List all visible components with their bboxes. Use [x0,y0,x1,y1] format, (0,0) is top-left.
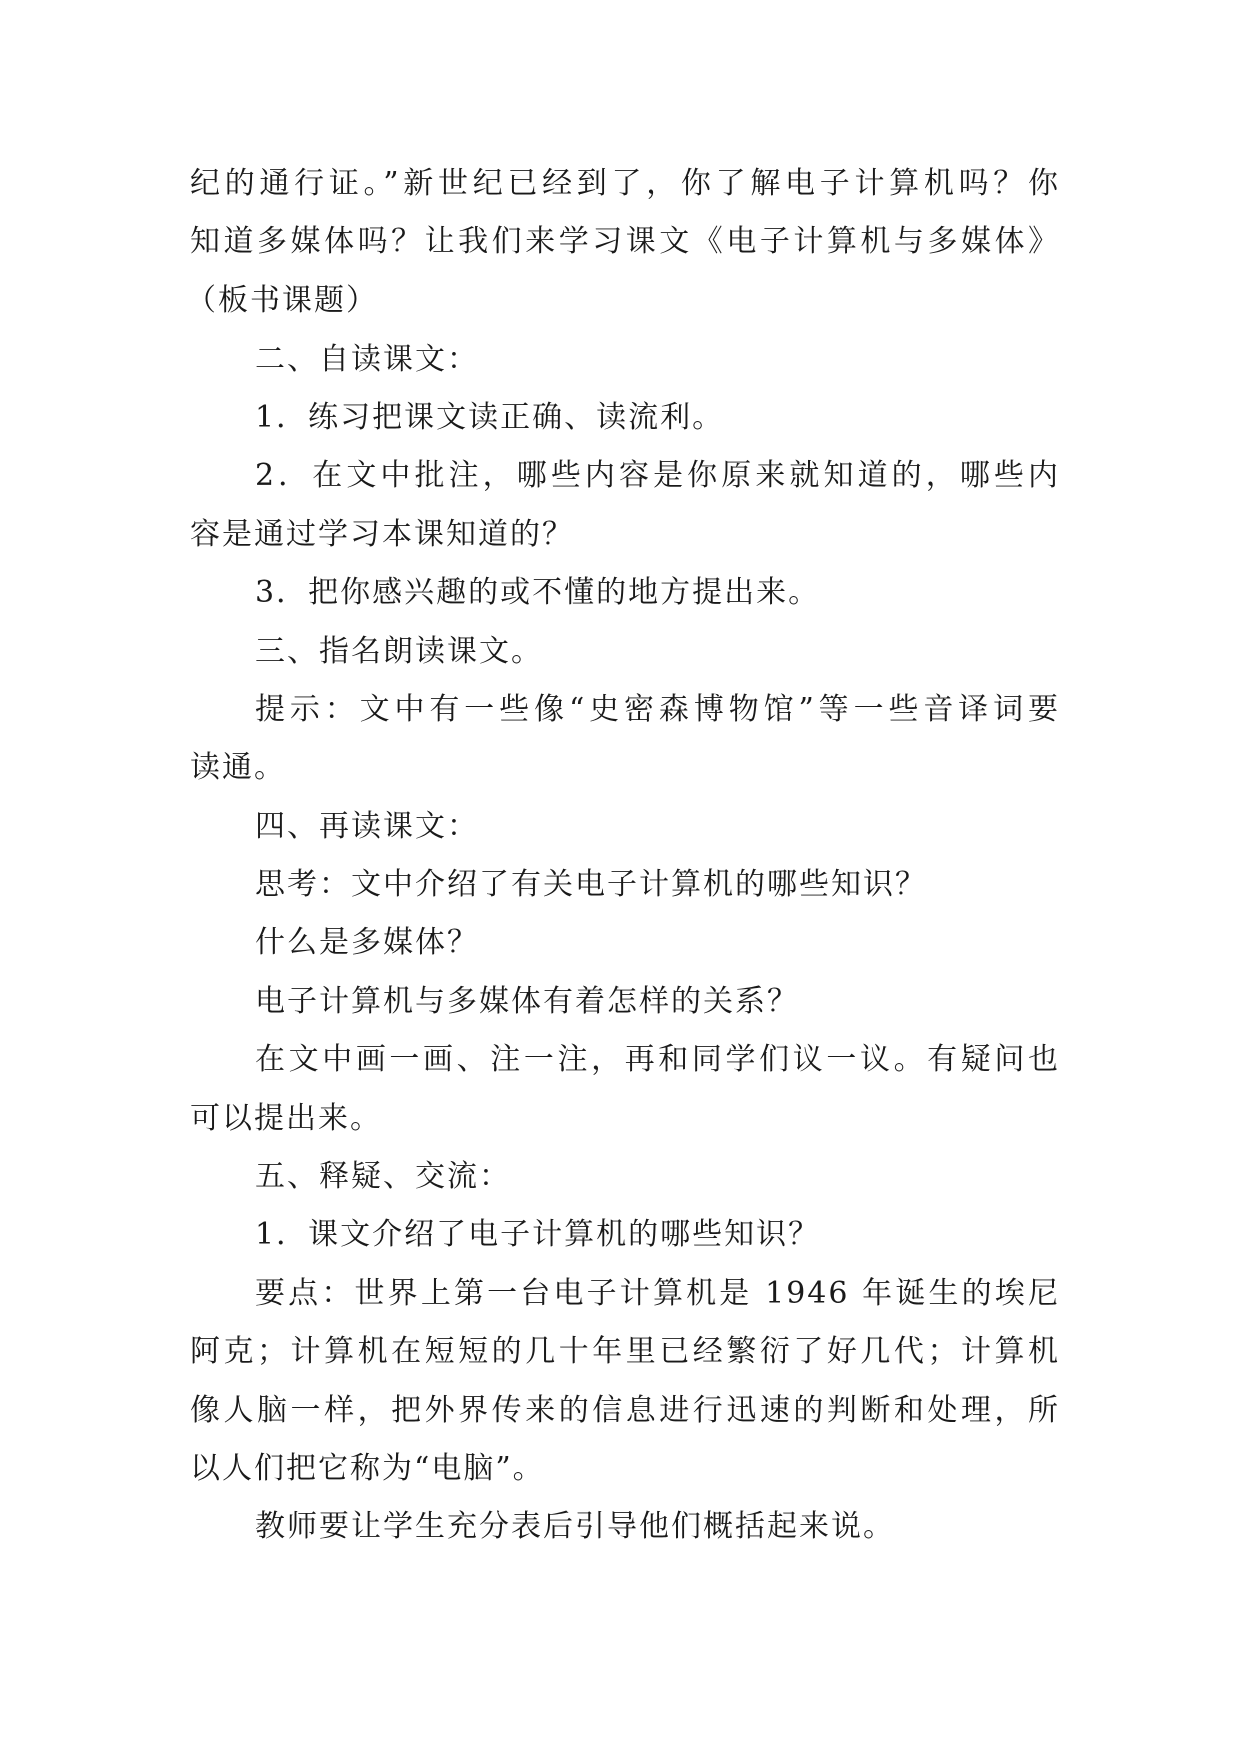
list-item: 2．在文中批注，哪些内容是你原来就知道的，哪些内 [255,458,1060,493]
text-line: 思考：文中介绍了有关电子计算机的哪些知识？ [255,867,927,902]
text-line: 要点：世界上第一台电子计算机是 1946 年诞生的埃尼 [255,1276,1060,1311]
section-heading: 三、指名朗读课文。 [255,634,543,669]
text-line: 阿克；计算机在短短的几十年里已经繁衍了好几代；计算机 [190,1334,1060,1369]
text-line: 读通。 [190,750,286,785]
text-line: 知道多媒体吗？让我们来学习课文《电子计算机与多媒体》 [190,224,1060,259]
section-heading: 二、自读课文： [255,342,479,377]
text-line: 提示：文中有一些像“史密森博物馆”等一些音译词要 [255,692,1060,727]
text-line: 像人脑一样，把外界传来的信息进行迅速的判断和处理，所 [190,1393,1060,1428]
text-line: 什么是多媒体？ [255,925,479,960]
text-line: 可以提出来。 [190,1101,382,1136]
list-item: 3．把你感兴趣的或不懂的地方提出来。 [255,575,821,610]
text-line: 以人们把它称为“电脑”。 [190,1451,545,1486]
text-line: （板书课题） [186,283,378,318]
text-line: 教师要让学生充分表后引导他们概括起来说。 [255,1509,895,1544]
list-item: 1．课文介绍了电子计算机的哪些知识？ [255,1217,821,1252]
text-line: 纪的通行证。”新世纪已经到了，你了解电子计算机吗？你 [190,166,1060,201]
section-heading: 五、释疑、交流： [255,1159,511,1194]
list-item: 1．练习把课文读正确、读流利。 [255,400,725,435]
text-line: 在文中画一画、注一注，再和同学们议一议。有疑问也 [255,1042,1060,1077]
text-line: 容是通过学习本课知道的？ [190,517,574,552]
text-line: 电子计算机与多媒体有着怎样的关系？ [255,984,799,1019]
section-heading: 四、再读课文： [255,809,479,844]
